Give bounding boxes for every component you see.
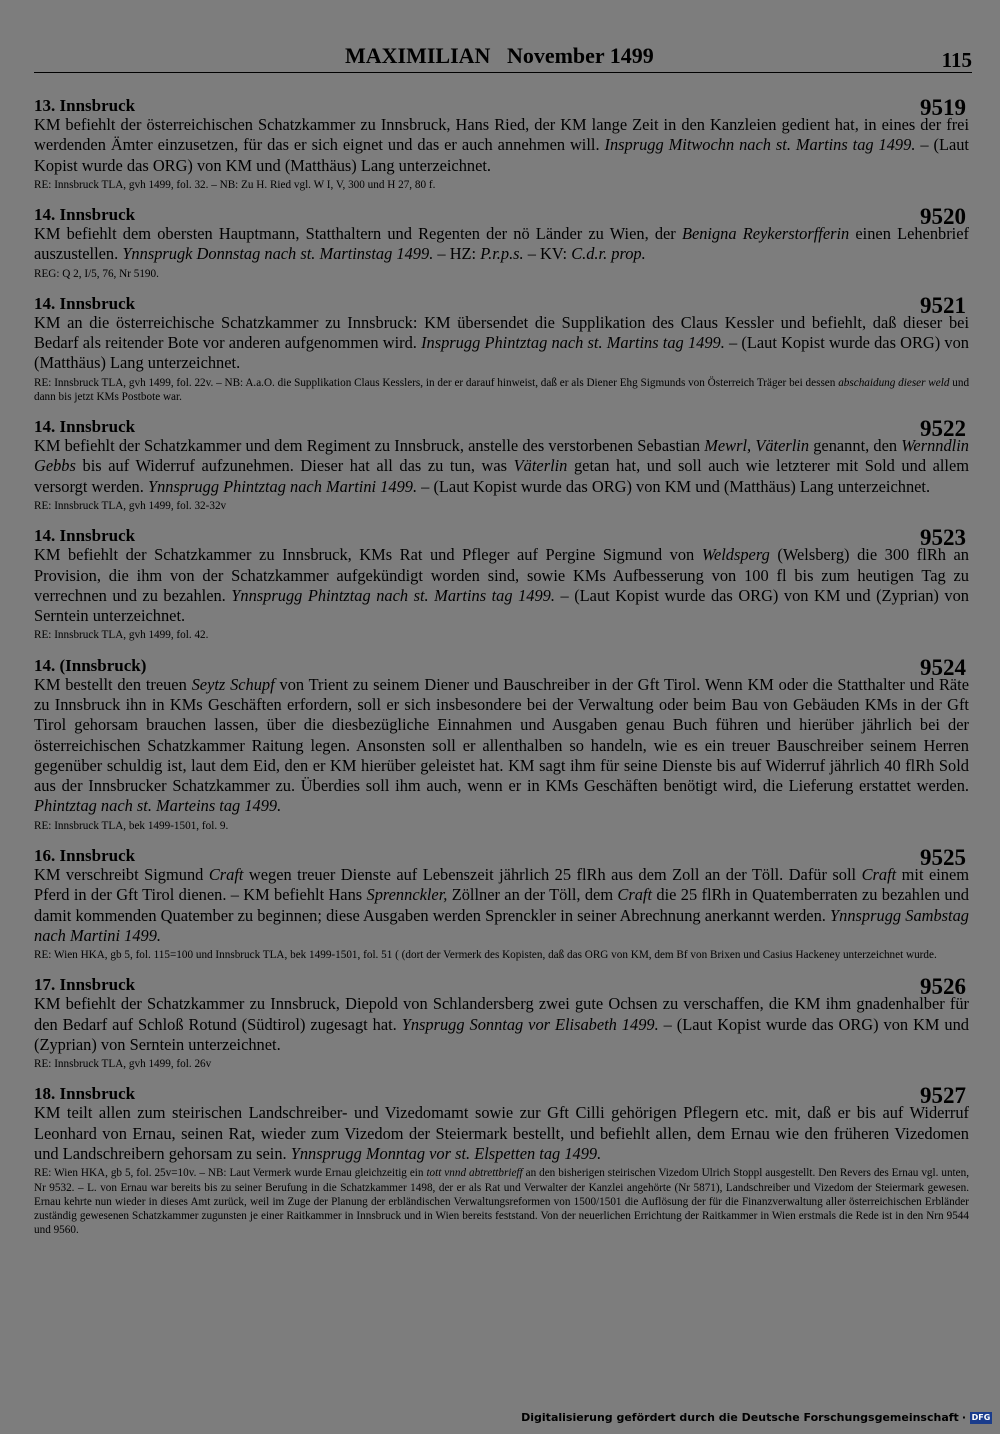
- entry-date: 13. Innsbruck: [34, 96, 136, 115]
- entry-date: 16. Innsbruck: [34, 845, 136, 865]
- entry-date: 17. Innsbruck: [34, 975, 136, 995]
- entry-9523: [34, 524, 969, 642]
- entry-number: 9526: [920, 974, 966, 1000]
- entry-note: RE: Innsbruck TLA, gvh 1499, fol. 26v: [34, 1058, 212, 1071]
- entry-date: 14. Innsbruck: [34, 526, 136, 546]
- entry-text: KM befiehlt der Schatzkammer zu Innsbruck, KMs Rat und Pfleger auf Pergine Sigmund von Weldsperg (Welsberg) die 300 flRh an Provision, die ihm von der Schatzkammer aufgekündigt worden sind, sowie KMs Aufbesserung von 100 fl bis zum heutigen Tag zu verrechnen und zu bezahlen. Ynnsprugg Phintztag nach st. Martins tag 1499. – (Laut Kopist wurde das ORG) von KM und (Zyprian) von Serntein unterzeichnet.: [34, 545, 969, 626]
- entry-number: 9521: [920, 292, 966, 318]
- entry-note: RE: Innsbruck TLA, bek 1499-1501, fol. 9.: [34, 819, 229, 832]
- entry-9524: [34, 654, 969, 833]
- entry-9520: [34, 203, 969, 281]
- dfg-logo-icon: DFG: [971, 1412, 991, 1422]
- footer-text: Digitalisierung gefördert durch die Deutsche Forschungsgemeinschaft: [521, 1411, 959, 1424]
- entry-9525: [34, 844, 969, 962]
- entry-number: 9527: [920, 1083, 966, 1109]
- page-number: 115: [941, 48, 972, 72]
- entry-text: KM an die österreichische Schatzkammer zu Innsbruck: KM übersendet die Supplikation des Claus Kessler und befiehlt, daß dieser bei Bedarf als reitender Bote vor anderen aufgenommen wird. Insprugg Phintztag nach st. Martins tag 1499. – (Laut Kopist wurde das ORG) von (Matthäus) Lang unterzeichnet.: [34, 312, 969, 373]
- entry-note: RE: Wien HKA, gb 5, fol. 25v=10v. – NB: Laut Vermerk wurde Ernau gleichzeitig ein tott vnnd abtrettbrieff an den bisherigen steirischen Vizedom Ulrich Stoppl ausgestellt. Den Revers des Ernau vgl. unten, Nr 9532. – L. von Ernau war bereits bis zu seiner Berufung in die Schatzkammer 1498, der er als Rat und Verwalter der Kanzlei angehörte (Nr 5871), Landschreiber und Vizedom der Steiermark gewesen. Ernau kehrte nun wieder in dieses Amt zurück, weil im Zuge der Planung der erbländischen Verwaltungsreformen von 1500/1501 die Auflösung der für die Finanzverwaltung aller österreichischen Erbländer zuständig gewesenen Schatzkammer zugunsten je einer Raitkammer in Innsbruck und in Wien bereits feststand. Von der neuerlichen Errichtung der Raitkammer in Wien erstmals die Rede ist in den Nrn 9544 und 9560.: [34, 1167, 970, 1237]
- entry-text: KM verschreibt Sigmund Craft wegen treuer Dienste auf Lebenszeit jährlich 25 flRh aus dem Zoll an der Töll. Dafür soll Craft mit einem Pferd in der Gft Tirol dienen. – KM befiehlt Hans Sprennckler, Zöllner an der Töll, dem Craft die 25 flRh in Quatemberraten zu bezahlen und damit kommenden Quatember zu beginnen; diese Ausgaben werden Sprenckler in seiner Abrechnung anerkannt werden. Ynnsprugg Sambstag nach Martini 1499.: [34, 864, 970, 945]
- entry-note: RE: Wien HKA, gb 5, fol. 115=100 und Innsbruck TLA, bek 1499-1501, fol. 51 ( (dort der Vermerk des Kopisten, daß das ORG von KM, dem Bf von Brixen und Casius Hackeney unterzeichnet wurde.: [34, 949, 937, 962]
- entry-number: 9525: [920, 844, 966, 870]
- entry-9527: [34, 1082, 969, 1237]
- entry-text: KM befiehlt der Schatzkammer zu Innsbruck, Diepold von Schlandersberg zwei gute Ochsen zu verschaffen, die KM ihm gnadenhalber für den Bedarf auf Schloß Rotund (Südtirol) zugesagt hat. Ynsprugg Sonntag vor Elisabeth 1499. – (Laut Kopist wurde das ORG) von KM und (Zyprian) von Serntein unterzeichnet.: [34, 994, 970, 1054]
- entry-text: KM teilt allen zum steirischen Landschreiber- und Vizedomamt sowie zur Gft Cilli gehörigen Pflegern etc. mit, daß er bis auf Widerruf Leonhard von Ernau, seinen Rat, wieder zum Vizedom der Steiermark bestellt, und befiehlt allen, dem Ernau wie den früheren Vizedomen und Landschreibern gehorsam zu sein. Ynnsprugg Monntag vor st. Elspetten tag 1499.: [34, 1103, 969, 1164]
- entry-9526: [34, 973, 969, 1071]
- entry-date: 14. (Innsbruck): [34, 655, 147, 675]
- entry-number: 9522: [920, 416, 966, 442]
- entry-text: KM befiehlt dem obersten Hauptmann, Statthaltern und Regenten der nö Länder zu Wien, der Benigna Reykerstorfferin einen Lehenbrief auszustellen. Ynnsprugk Donnstag nach st. Martinstag 1499. – HZ: P.r.p.s. – KV: C.d.r. prop.: [34, 224, 969, 264]
- entry-note: REG: Q 2, I/5, 76, Nr 5190.: [34, 267, 159, 280]
- entry-number: 9519: [920, 95, 966, 120]
- entry-date: 14. Innsbruck: [34, 205, 136, 225]
- entry-number: 9520: [920, 204, 966, 230]
- entry-9522: [34, 415, 969, 513]
- entry-9519: [34, 94, 969, 192]
- running-title: MAXIMILIAN November 1499: [345, 43, 654, 68]
- entry-note: RE: Innsbruck TLA, gvh 1499, fol. 42.: [34, 629, 209, 642]
- entry-date: 14. Innsbruck: [34, 293, 136, 313]
- entry-note: RE: Innsbruck TLA, gvh 1499, fol. 32-32v: [34, 500, 227, 513]
- entry-number: 9524: [920, 654, 966, 680]
- entry-note: RE: Innsbruck TLA, gvh 1499, fol. 22v. – NB: A.a.O. die Supplikation Claus Kesslers, in der er darauf hinweist, daß er als Diener Ehg Sigmunds von Österreich Träger bei dessen abschaidung dieser weld und dann bis jetzt KMs Postbote war.: [34, 376, 970, 403]
- entry-date: 18. Innsbruck: [34, 1084, 136, 1104]
- entry-number: 9523: [920, 525, 966, 551]
- header-rule: [34, 72, 972, 73]
- entries-list: [34, 94, 969, 1248]
- entry-date: 14. Innsbruck: [34, 417, 136, 437]
- entry-text: KM bestellt den treuen Seytz Schupf von Trient zu seinem Diener und Bauschreiber in der Gft Tirol. Wenn KM oder die Statthalter und Räte zu Innsbruck ihn in KMs Geschäften erfordern, soll er sich insbesondere bei der Verwaltung oder beim Bau von Gebäuden KMs in der Gft Tirol gehorsam brauchen lassen, über die diesbezügliche Einnahmen und Ausgaben genau Buch führen und hierüber jährlich bei der österreichischen Schatzkammer Raitung legen. Ansonsten soll er allenthalben so handeln, wie es ein treuer Bauschreiber seinem Herren gegenüber schuldig ist, laut dem Eid, den er KM hierüber geleistet hat. KM sagt ihm für seine Dienste bis auf Widerruf jährlich 40 flRh Sold aus der Innsbrucker Schatzkammer zu. Überdies soll ihm auch, wenn er in KMs Geschäften benötigt wird, die Lieferung erstattet werden. Phintztag nach st. Marteins tag 1499.: [34, 674, 970, 816]
- entry-9521: [34, 292, 969, 404]
- entry-text: KM befiehlt der Schatzkammer und dem Regiment zu Innsbruck, anstelle des verstorbenen Sebastian Mewrl, Väterlin genannt, den Wernndlin Gebbs bis auf Widerruf aufzunehmen. Dieser hat all das zu tun, was Väterlin getan hat, und soll auch wie letzterer mit Sold und allem versorgt werden. Ynnsprugg Phintztag nach Martini 1499. – (Laut Kopist wurde das ORG) von KM und (Matthäus) Lang unterzeichnet.: [34, 436, 970, 496]
- funding-footer: Digitalisierung gefördert durch die Deutsche Forschungsgemeinschaft · DFG: [521, 1411, 991, 1424]
- entry-text: KM befiehlt der österreichischen Schatzkammer zu Innsbruck, Hans Ried, der KM lange Zeit in den Kanzleien gedient hat, in eines der frei werdenden Ämter einzusetzen, für das er sich eignet und das er auch annehmen will. Insprugg Mitwochn nach st. Martins tag 1499. – (Laut Kopist wurde das ORG) von KM und (Matthäus) Lang unterzeichnet.: [34, 115, 969, 175]
- page-header: [0, 40, 1000, 80]
- entry-note: RE: Innsbruck TLA, gvh 1499, fol. 32. – NB: Zu H. Ried vgl. W I, V, 300 und H 27, 80 f.: [34, 178, 436, 191]
